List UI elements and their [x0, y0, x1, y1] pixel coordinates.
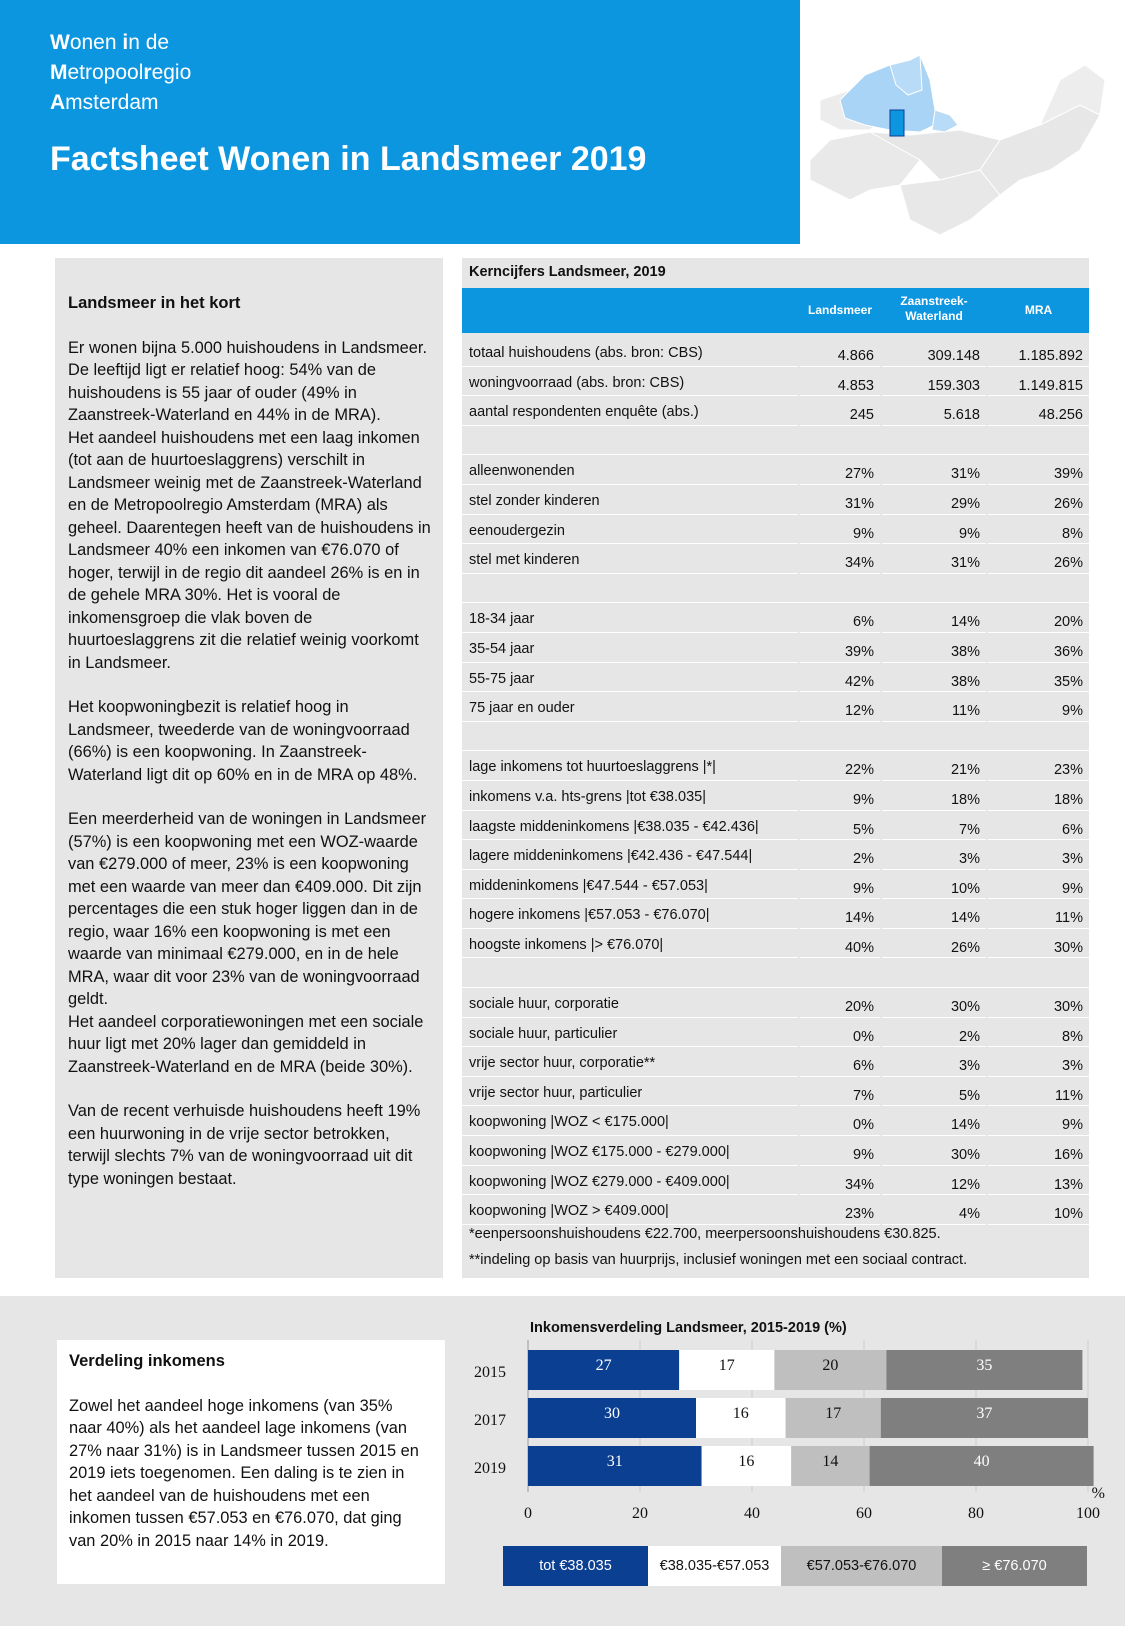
region-map-icon — [810, 20, 1110, 250]
row-value: 5.618 — [943, 407, 980, 424]
value-cell — [800, 546, 880, 574]
value-cell — [800, 517, 880, 545]
row-label-cell — [462, 901, 798, 929]
value-cell — [988, 842, 1089, 870]
value-cell — [800, 339, 880, 367]
value-cell — [882, 1020, 986, 1048]
chart-tick-label: 0 — [524, 1505, 532, 1522]
row-value: 30% — [1053, 999, 1083, 1016]
row-value: 38% — [950, 643, 980, 660]
value-cell — [882, 842, 986, 870]
row-label-cell — [462, 457, 798, 485]
table-row — [462, 812, 1089, 842]
value-cell — [988, 339, 1089, 367]
value-cell — [800, 694, 880, 722]
value-cell — [882, 813, 986, 841]
value-cell — [988, 1020, 1089, 1048]
chart-title: Inkomensverdeling Landsmeer, 2015-2019 (%) — [530, 1320, 847, 1336]
row-label-cell — [462, 546, 798, 574]
chart-data-label: 17 — [825, 1405, 842, 1422]
row-label-cell — [462, 1079, 798, 1107]
col-header-landsmeer: Landsmeer — [807, 303, 873, 317]
chart-legend — [503, 1546, 1087, 1586]
value-cell — [800, 901, 880, 929]
row-value: 39% — [844, 643, 874, 660]
value-cell — [882, 1049, 986, 1077]
value-cell — [882, 901, 986, 929]
row-value: 14% — [950, 910, 980, 927]
value-cell — [800, 457, 880, 485]
table-spacer-row — [462, 427, 1089, 457]
value-cell — [882, 665, 986, 693]
key-figures-table — [462, 258, 1089, 1278]
row-value: 20% — [1053, 614, 1083, 631]
row-value: 6% — [853, 614, 874, 631]
row-value: 3% — [959, 851, 980, 868]
col-header-zaanstreek: Zaanstreek- Waterland — [900, 294, 968, 323]
value-cell — [800, 398, 880, 426]
chart-tick-label: 40 — [744, 1505, 760, 1522]
row-label: lagere middeninkomens |€42.436 - €47.544| — [469, 848, 753, 865]
row-value: 8% — [1062, 525, 1083, 542]
row-value: 34% — [844, 1176, 874, 1193]
page-title: Factsheet Wonen in Landsmeer 2019 — [50, 140, 647, 178]
row-label: middeninkomens |€47.544 - €57.053| — [469, 877, 708, 894]
value-cell — [800, 990, 880, 1018]
row-value: 4% — [959, 1206, 980, 1223]
row-label: hoogste inkomens |> €76.070| — [469, 936, 664, 953]
table-row — [462, 604, 1089, 634]
table-row — [462, 1019, 1089, 1049]
row-value: 245 — [849, 407, 874, 424]
row-value: 42% — [844, 673, 874, 690]
value-cell — [882, 487, 986, 515]
chart-data-label: 17 — [718, 1357, 735, 1374]
value-cell — [800, 1197, 880, 1225]
table-row — [462, 752, 1089, 782]
value-cell — [882, 635, 986, 663]
value-cell — [882, 753, 986, 781]
value-cell — [882, 1108, 986, 1136]
row-label-cell — [462, 872, 798, 900]
value-cell — [988, 369, 1089, 397]
chart-data-label: 16 — [732, 1405, 749, 1422]
value-cell — [800, 1138, 880, 1166]
table-row — [462, 634, 1089, 664]
value-cell — [988, 813, 1089, 841]
table-row — [462, 1107, 1089, 1137]
row-value: 23% — [1053, 762, 1083, 779]
chart-unit-label: % — [1091, 1485, 1105, 1502]
chart-category-label: 2015 — [474, 1364, 506, 1381]
row-label-cell — [462, 369, 798, 397]
value-cell — [988, 546, 1089, 574]
row-label-cell — [462, 398, 798, 426]
row-label: koopwoning |WOZ < €175.000| — [469, 1114, 669, 1131]
row-value: 29% — [950, 495, 980, 512]
income-text-box — [57, 1340, 445, 1584]
value-cell — [988, 753, 1089, 781]
row-label: laagste middeninkomens |€38.035 - €42.436| — [469, 818, 759, 835]
value-cell — [988, 398, 1089, 426]
row-value: 10% — [1053, 1206, 1083, 1223]
income-heading: Verdeling inkomens — [69, 1352, 225, 1370]
row-value: 14% — [844, 910, 874, 927]
value-cell — [988, 931, 1089, 959]
row-value: 30% — [950, 1147, 980, 1164]
chart-data-label: 40 — [973, 1453, 990, 1470]
value-cell — [988, 1138, 1089, 1166]
brand-logo: Wonen in de Metropoolregio Amsterdam — [50, 31, 192, 114]
chart-data-label: 27 — [595, 1357, 612, 1374]
row-value: 31% — [950, 466, 980, 483]
summary-paragraph: Er wonen bijna 5.000 huishoudens in Landsmeer. De leeftijd ligt er relatief hoog: 54% van de huishoudens is 55 jaar of ouder (49% in Zaanstreek-Waterland en 44% in de MRA). — [68, 338, 428, 424]
row-value: 0% — [853, 1117, 874, 1134]
row-label: vrije sector huur, corporatie** — [469, 1055, 656, 1072]
value-cell — [988, 635, 1089, 663]
value-cell — [882, 1168, 986, 1196]
row-value: 26% — [1053, 555, 1083, 572]
row-label-cell — [462, 813, 798, 841]
row-label: 75 jaar en ouder — [469, 700, 575, 717]
row-label: sociale huur, corporatie — [469, 996, 619, 1013]
table-row — [462, 900, 1089, 930]
row-label-cell — [462, 665, 798, 693]
row-label-cell — [462, 487, 798, 515]
row-value: 2% — [853, 851, 874, 868]
row-value: 6% — [1062, 821, 1083, 838]
row-value: 9% — [853, 525, 874, 542]
table-row — [462, 989, 1089, 1019]
row-label-cell — [462, 1168, 798, 1196]
row-label-cell — [462, 1108, 798, 1136]
row-label-cell — [462, 990, 798, 1018]
chart-data-label: 30 — [604, 1405, 620, 1422]
legend-item: €57.053-€76.070 — [781, 1546, 942, 1586]
row-value: 35% — [1053, 673, 1083, 690]
row-value: 2% — [959, 1028, 980, 1045]
value-cell — [800, 872, 880, 900]
value-cell — [800, 665, 880, 693]
row-label-cell — [462, 1197, 798, 1225]
row-label-cell — [462, 783, 798, 811]
row-value: 6% — [853, 1058, 874, 1075]
table-row — [462, 1167, 1089, 1197]
row-label: lage inkomens tot huurtoeslaggrens |*| — [469, 759, 716, 776]
row-value: 7% — [853, 1087, 874, 1104]
row-label-cell — [462, 1138, 798, 1166]
value-cell — [988, 1108, 1089, 1136]
value-cell — [988, 1197, 1089, 1225]
row-value: 12% — [950, 1176, 980, 1193]
row-value: 1.185.892 — [1018, 348, 1083, 364]
table-spacer-row — [462, 575, 1089, 605]
row-value: 9% — [959, 525, 980, 542]
value-cell — [882, 339, 986, 367]
value-cell — [988, 605, 1089, 633]
row-value: 10% — [950, 880, 980, 897]
value-cell — [882, 872, 986, 900]
value-cell — [988, 457, 1089, 485]
row-label: eenoudergezin — [469, 522, 565, 539]
value-cell — [988, 1049, 1089, 1077]
row-value: 5% — [959, 1087, 980, 1104]
value-cell — [882, 605, 986, 633]
table-header — [462, 288, 1089, 333]
table-row — [462, 486, 1089, 516]
col-header-mra: MRA — [1024, 303, 1053, 317]
row-value: 3% — [1062, 1058, 1083, 1075]
row-label: stel zonder kinderen — [469, 492, 600, 509]
row-value: 30% — [1053, 939, 1083, 956]
value-cell — [800, 1108, 880, 1136]
table-row — [462, 1196, 1089, 1226]
row-value: 30% — [950, 999, 980, 1016]
value-cell — [988, 1079, 1089, 1107]
table-row — [462, 456, 1089, 486]
row-label-cell — [462, 1049, 798, 1077]
row-value: 11% — [1055, 1087, 1083, 1104]
legend-item: tot €38.035 — [503, 1546, 648, 1586]
value-cell — [882, 990, 986, 1018]
row-label: 55-75 jaar — [469, 670, 535, 687]
chart-data-label: 14 — [822, 1453, 839, 1470]
row-value: 13% — [1053, 1176, 1083, 1193]
summary-paragraph: Een meerderheid van de woningen in Landsmeer (57%) is een koopwoning met een WOZ-waarde van €279.000 of meer, 23% is een koopwoning met een waarde van meer dan €409.000. Dit zijn percentages die een stuk hoger liggen dan in de regio, waar 16% een koopwoning is met een waarde van minimaal €279.000, en in de hele MRA, waar dit voor 23% van de woningvoorraad geldt. — [68, 810, 427, 1008]
value-cell — [882, 369, 986, 397]
row-value: 3% — [1062, 851, 1083, 868]
table-row — [462, 930, 1089, 960]
table-row — [462, 545, 1089, 575]
summary-panel — [55, 258, 443, 1278]
row-value: 9% — [853, 880, 874, 897]
row-value: 11% — [1055, 910, 1083, 927]
summary-heading: Landsmeer in het kort — [68, 294, 241, 312]
income-paragraph: Zowel het aandeel hoge inkomens (van 35% naar 40%) als het aandeel lage inkomens (van 27% naar 31%) is in Landsmeer tussen 2015 en 2019 iets toegenomen. Een daling is te zien in het aandeel van de huishoudens met een inkomen tussen €57.053 en €76.070, dat ging van 20% in 2015 naar 14% in 2019. — [69, 1396, 419, 1550]
table-row — [462, 1137, 1089, 1167]
value-cell — [988, 872, 1089, 900]
row-value: 9% — [853, 1147, 874, 1164]
row-value: 14% — [950, 1117, 980, 1134]
value-cell — [882, 694, 986, 722]
value-cell — [882, 1197, 986, 1225]
summary-paragraph: Het koopwoningbezit is relatief hoog in Landsmeer, tweederde van de woningvoorraad (66%) is een koopwoning. In Zaanstreek-Waterland ligt dit op 60% en in de MRA op 48%. — [68, 698, 418, 784]
value-cell — [988, 517, 1089, 545]
summary-paragraph: Het aandeel corporatiewoningen met een sociale huur ligt met 20% lager dan gemiddeld in Zaanstreek-Waterland en de MRA (beide 30%). — [68, 1012, 424, 1076]
chart-data-label: 20 — [822, 1357, 839, 1374]
value-cell — [882, 1138, 986, 1166]
value-cell — [800, 605, 880, 633]
table-title: Kerncijfers Landsmeer, 2019 — [469, 264, 666, 280]
row-value: 27% — [844, 466, 874, 483]
row-label: 18-34 jaar — [469, 611, 535, 628]
chart-tick-label: 80 — [968, 1505, 984, 1522]
row-value: 48.256 — [1038, 407, 1083, 424]
header-banner — [0, 0, 800, 244]
value-cell — [800, 813, 880, 841]
row-value: 8% — [1062, 1028, 1083, 1045]
row-value: 23% — [844, 1206, 874, 1223]
row-label: inkomens v.a. hts-grens |tot €38.035| — [469, 788, 706, 805]
row-value: 9% — [1062, 880, 1083, 897]
row-label: 35-54 jaar — [469, 640, 535, 657]
value-cell — [800, 1079, 880, 1107]
value-cell — [988, 783, 1089, 811]
row-label: koopwoning |WOZ €175.000 - €279.000| — [469, 1144, 730, 1161]
row-value: 4.866 — [837, 348, 874, 364]
row-value: 14% — [950, 614, 980, 631]
value-cell — [882, 546, 986, 574]
row-label: totaal huishoudens (abs. bron: CBS) — [469, 345, 703, 361]
table-spacer-row — [462, 723, 1089, 753]
row-value: 31% — [844, 495, 874, 512]
legend-item: €38.035-€57.053 — [648, 1546, 781, 1586]
table-row — [462, 664, 1089, 694]
table-row — [462, 841, 1089, 871]
row-label-cell — [462, 517, 798, 545]
row-value: 39% — [1053, 466, 1083, 483]
table-footnote: *eenpersoonshuishoudens €22.700, meerpersoonshuishoudens €30.825. — [469, 1226, 941, 1242]
row-value: 9% — [1062, 1117, 1083, 1134]
chart-data-label: 16 — [738, 1453, 755, 1470]
row-label: vrije sector huur, particulier — [469, 1084, 643, 1101]
value-cell — [882, 457, 986, 485]
chart-data-label: 31 — [606, 1453, 623, 1470]
row-label-cell — [462, 694, 798, 722]
value-cell — [988, 1168, 1089, 1196]
table-footnote: **indeling op basis van huurprijs, inclusief woningen met een sociaal contract. — [469, 1252, 968, 1268]
table-row — [462, 693, 1089, 723]
chart-category-label: 2019 — [474, 1460, 506, 1477]
row-label-cell — [462, 605, 798, 633]
row-value: 31% — [950, 555, 980, 572]
value-cell — [800, 635, 880, 663]
value-cell — [800, 931, 880, 959]
value-cell — [988, 694, 1089, 722]
row-label: sociale huur, particulier — [469, 1025, 618, 1042]
row-value: 36% — [1053, 643, 1083, 660]
value-cell — [800, 1168, 880, 1196]
table-row — [462, 368, 1089, 398]
row-value: 309.148 — [927, 348, 980, 364]
row-value: 26% — [1053, 495, 1083, 512]
row-value: 18% — [1053, 791, 1083, 808]
row-value: 3% — [959, 1058, 980, 1075]
value-cell — [800, 487, 880, 515]
legend-item: ≥ €76.070 — [942, 1546, 1087, 1586]
row-value: 11% — [952, 703, 980, 720]
row-label: stel met kinderen — [469, 552, 580, 569]
chart-tick-label: 60 — [856, 1505, 872, 1522]
row-value: 9% — [1062, 703, 1083, 720]
value-cell — [988, 901, 1089, 929]
row-value: 40% — [844, 939, 874, 956]
row-value: 4.853 — [837, 377, 874, 394]
value-cell — [882, 1079, 986, 1107]
row-label-cell — [462, 1020, 798, 1048]
row-value: 5% — [853, 821, 874, 838]
row-value: 16% — [1053, 1147, 1083, 1164]
row-value: 20% — [844, 999, 874, 1016]
chart-data-label: 35 — [976, 1357, 993, 1374]
row-label-cell — [462, 842, 798, 870]
row-label: koopwoning |WOZ €279.000 - €409.000| — [469, 1173, 730, 1190]
row-value: 9% — [853, 791, 874, 808]
table-row — [462, 397, 1089, 427]
row-value: 22% — [844, 762, 874, 779]
value-cell — [882, 783, 986, 811]
income-chart — [460, 1340, 1120, 1540]
value-cell — [800, 1020, 880, 1048]
value-cell — [882, 398, 986, 426]
summary-paragraph: Het aandeel huishoudens met een laag inkomen (tot aan de huurtoeslaggrens) verschilt in Landsmeer weinig met de Zaanstreek-Waterland en de Metropoolregio Amsterdam (MRA) als geheel. Daarentegen heeft van de huishoudens in Landsmeer 40% een inkomen van €76.070 of hoger, terwijl in de regio dit aandeel 26% is en in de gehele MRA 30%. Het is vooral de inkomensgroep die vlak boven de huurtoeslaggrens zit die relatief weinig voorkomt in Landsmeer. — [68, 428, 431, 672]
value-cell — [800, 1049, 880, 1077]
row-label: alleenwonenden — [469, 463, 575, 480]
table-row — [462, 871, 1089, 901]
row-label: aantal respondenten enquête (abs.) — [469, 404, 699, 421]
table-row — [462, 1048, 1089, 1078]
row-value: 159.303 — [927, 377, 980, 394]
chart-category-label: 2017 — [474, 1412, 506, 1429]
value-cell — [988, 990, 1089, 1018]
chart-tick-label: 20 — [632, 1505, 648, 1522]
table-row — [462, 782, 1089, 812]
chart-data-label: 37 — [976, 1405, 993, 1422]
row-value: 38% — [950, 673, 980, 690]
row-label-cell — [462, 635, 798, 663]
row-label-cell — [462, 753, 798, 781]
row-value: 7% — [959, 821, 980, 838]
row-value: 1.149.815 — [1018, 377, 1083, 394]
row-value: 34% — [844, 555, 874, 572]
row-label-cell — [462, 339, 798, 367]
value-cell — [800, 753, 880, 781]
value-cell — [882, 517, 986, 545]
row-value: 26% — [950, 939, 980, 956]
table-body — [462, 338, 1089, 1226]
table-row — [462, 516, 1089, 546]
value-cell — [988, 487, 1089, 515]
table-row — [462, 1078, 1089, 1108]
table-row — [462, 338, 1089, 368]
row-label: woningvoorraad (abs. bron: CBS) — [469, 374, 685, 391]
value-cell — [800, 842, 880, 870]
table-spacer-row — [462, 959, 1089, 989]
value-cell — [988, 665, 1089, 693]
chart-tick-label: 100 — [1076, 1505, 1100, 1522]
row-value: 12% — [844, 703, 874, 720]
value-cell — [800, 783, 880, 811]
value-cell — [882, 931, 986, 959]
value-cell — [800, 369, 880, 397]
row-label: hogere inkomens |€57.053 - €76.070| — [469, 907, 710, 924]
row-value: 0% — [853, 1028, 874, 1045]
row-value: 18% — [950, 791, 980, 808]
row-label-cell — [462, 931, 798, 959]
row-value: 21% — [950, 762, 980, 779]
row-label: koopwoning |WOZ > €409.000| — [469, 1203, 669, 1220]
summary-paragraph: Van de recent verhuisde huishoudens heeft 19% een huurwoning in de vrije sector betrokken, terwijl slechts 7% van de woningvoorraad uit dit type woningen bestaat. — [68, 1102, 421, 1188]
